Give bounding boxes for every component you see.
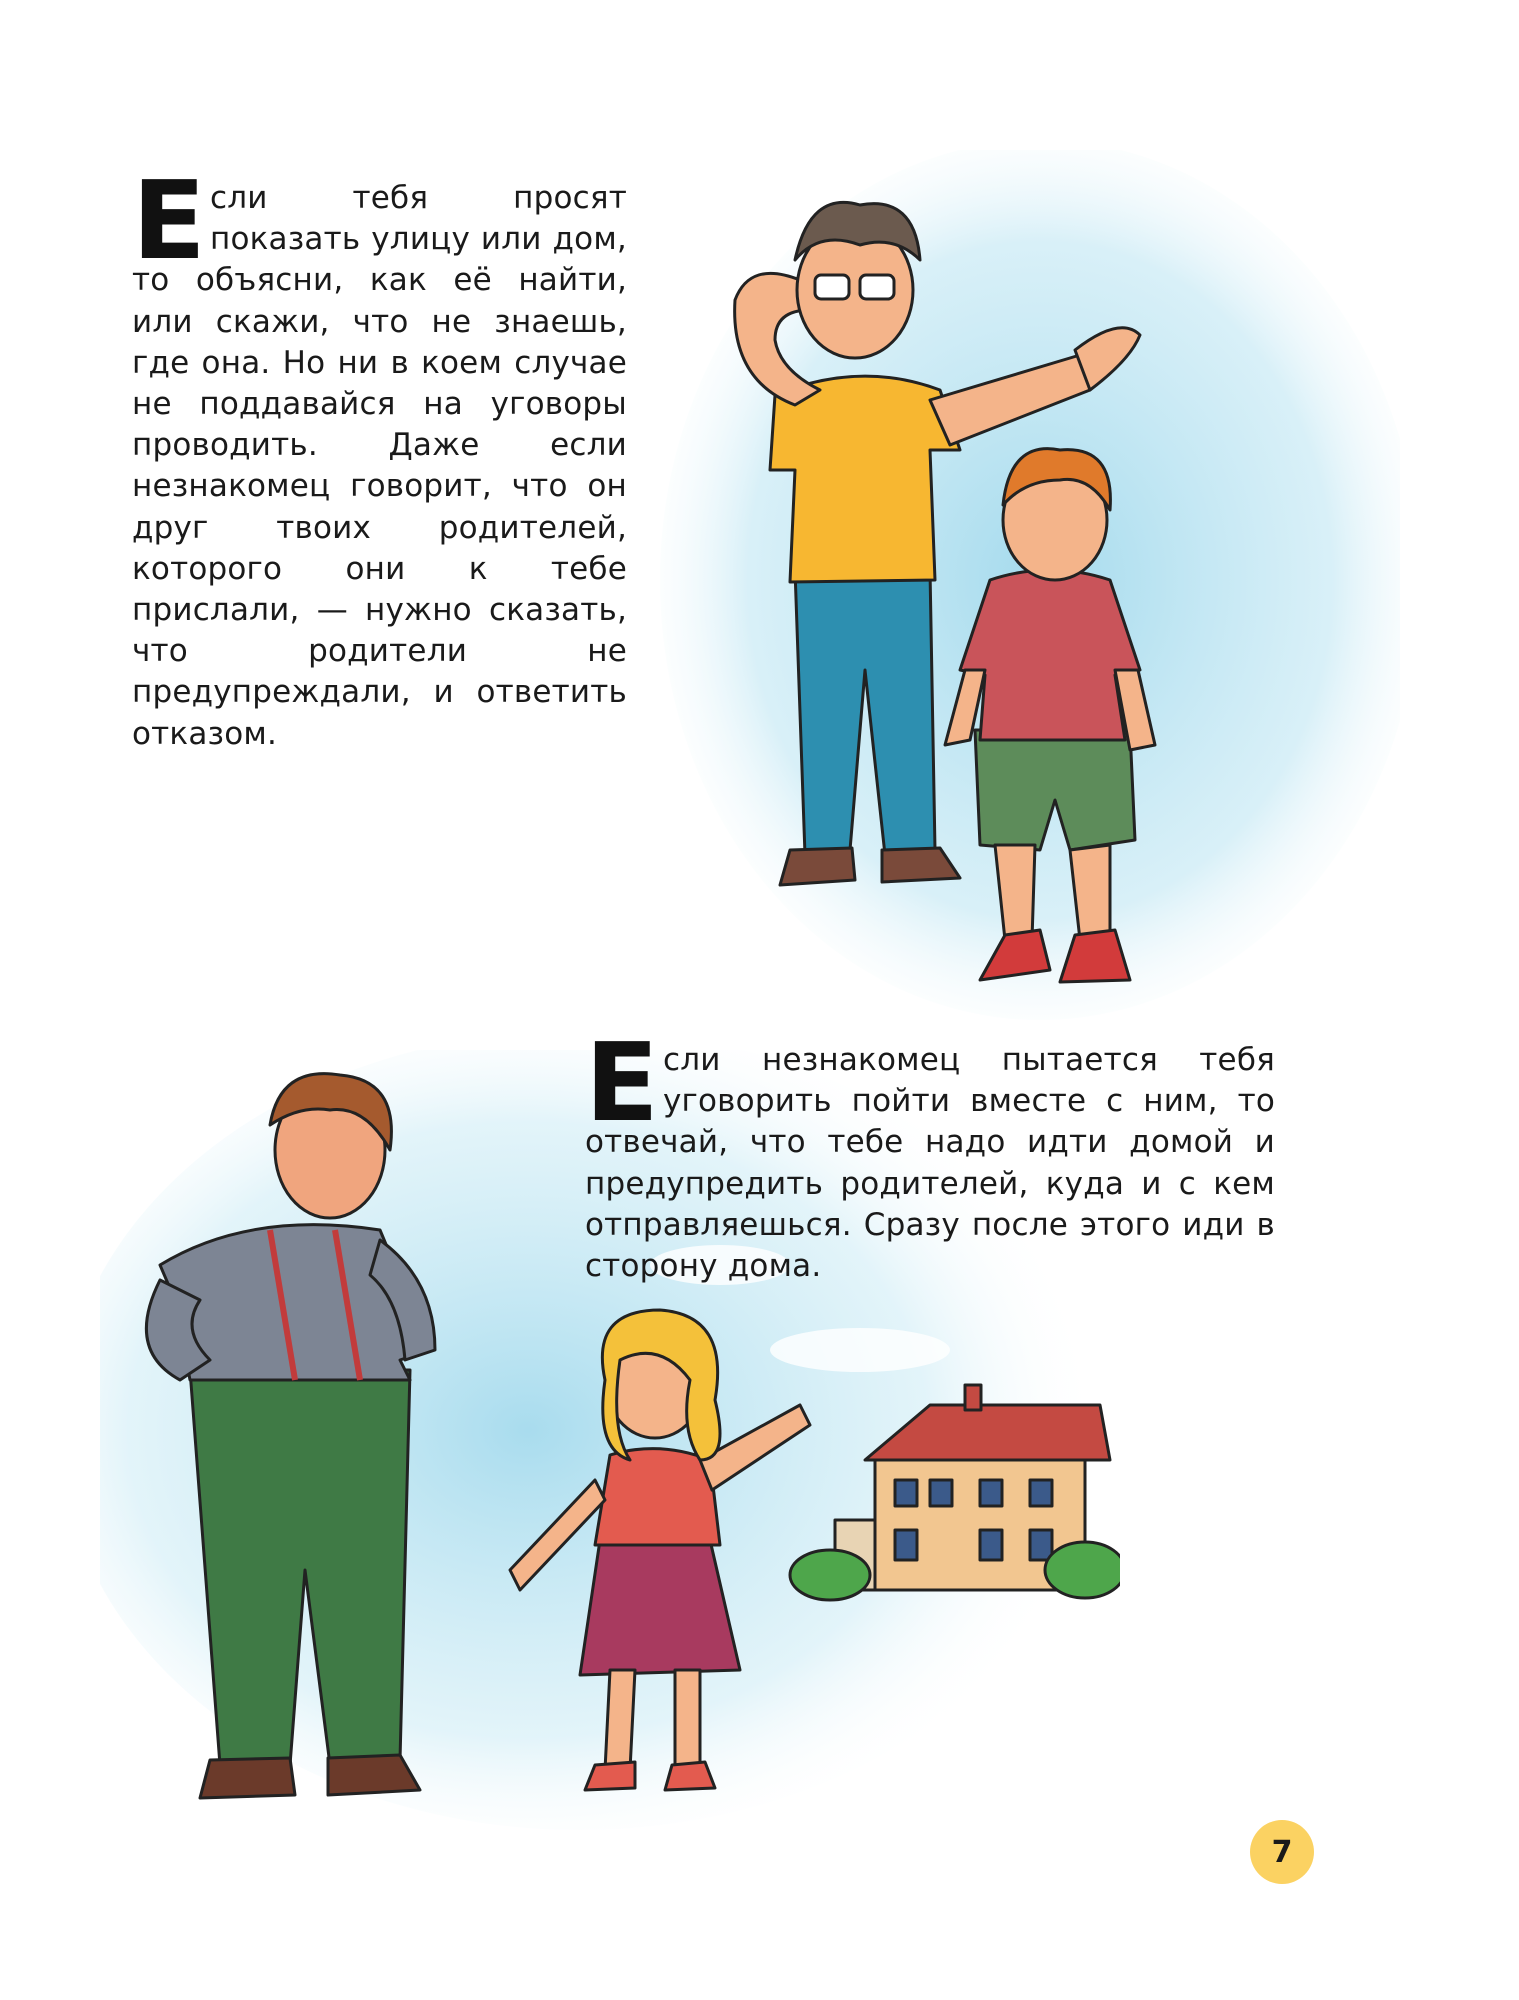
cloud	[770, 1328, 950, 1372]
man-glasses-left	[815, 275, 849, 299]
bush-icon	[790, 1550, 870, 1600]
illustration-man-and-boy	[660, 150, 1400, 1020]
drop-cap-2: Е	[585, 1021, 659, 1146]
text-paragraph-1	[132, 159, 627, 755]
man-shoe-left	[200, 1758, 295, 1798]
girl-leg-right	[675, 1670, 700, 1770]
girl-leg-left	[605, 1670, 635, 1770]
paragraph-1-text: сли тебя просят показать улицу или дом, то объясни, как её найти, или скажи, что не знаешь, где она. Но ни в коем случае не поддавайся на уговоры проводить. Даже если незнакомец говорит, что он друг твоих родителей, которого они к тебе прислали, — нужно сказать, что родители не предупреждали, и ответить отказом.	[132, 180, 627, 752]
page-number-badge	[1250, 1820, 1314, 1884]
boy-shirt	[960, 570, 1140, 740]
paragraph-2-text: сли незнакомец пытается тебя уговорить пойти вместе с ним, то отвечай, что тебе надо идти домой и предупредить родителей, куда и с кем отправляешься. Сразу после этого иди в сторону дома.	[585, 1042, 1275, 1285]
girl-shoe-right	[665, 1762, 715, 1790]
man-glasses-right	[860, 275, 894, 299]
text-paragraph-2	[585, 1021, 1275, 1287]
page-number: 7	[1271, 1834, 1293, 1870]
man-shoe-left	[780, 848, 855, 885]
girl-skirt	[580, 1540, 740, 1675]
house-chimney	[965, 1385, 981, 1410]
drop-cap-1: Е	[132, 159, 206, 284]
bush-icon	[1045, 1542, 1120, 1598]
